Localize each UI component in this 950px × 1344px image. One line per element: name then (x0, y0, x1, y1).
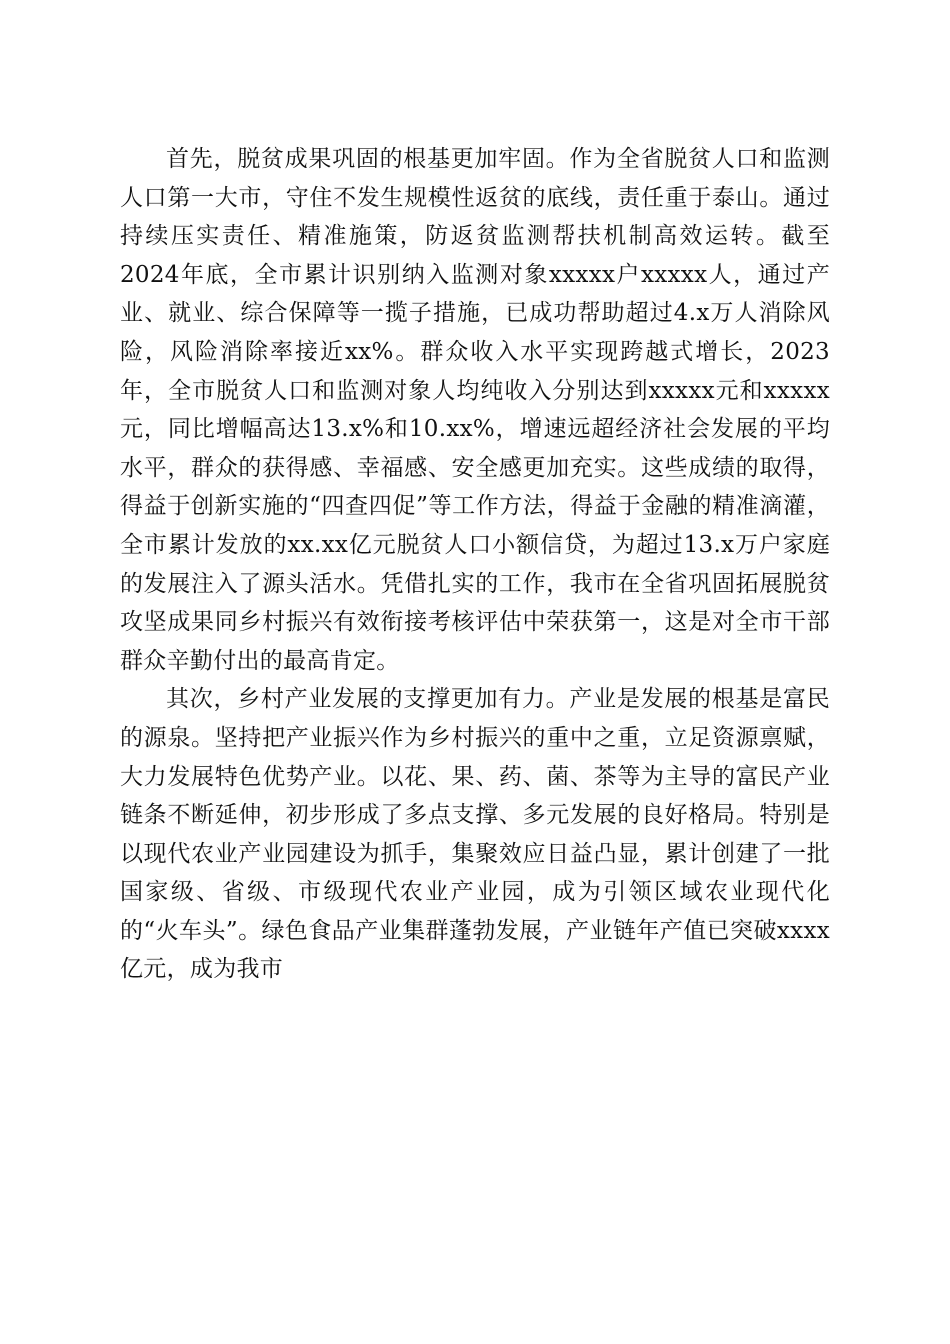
paragraph-poverty-consolidation: 首先，脱贫成果巩固的根基更加牢固。作为全省脱贫人口和监测人口第一大市，守住不发生规模性返贫的底线，责任重于泰山。通过持续压实责任、精准施策，防返贫监测帮扶机制高效运转。截至2024年底，全市累计识别纳入监测对象xxxxx户xxxxx人，通过产业、就业、综合保障等一揽子措施，已成功帮助超过4.x万人消除风险，风险消除率接近xx%。群众收入水平实现跨越式增长，2023年，全市脱贫人口和监测对象人均纯收入分别达到xxxxx元和xxxxx元，同比增幅高达13.x%和10.xx%，增速远超经济社会发展的平均水平，群众的获得感、幸福感、安全感更加充实。这些成绩的取得，得益于创新实施的“四查四促”等工作方法，得益于金融的精准滴灌，全市累计发放的xx.xx亿元脱贫人口小额信贷，为超过13.x万户家庭的发展注入了源头活水。凭借扎实的工作，我市在全省巩固拓展脱贫攻坚成果同乡村振兴有效衔接考核评估中荣获第一，这是对全市干部群众辛勤付出的最高肯定。 (120, 146, 830, 674)
document-page (120, 140, 830, 989)
paragraph-rural-industry: 其次，乡村产业发展的支撑更加有力。产业是发展的根基是富民的源泉。坚持把产业振兴作为乡村振兴的重中之重，立足资源禀赋，大力发展特色优势产业。以花、果、药、菌、茶等为主导的富民产业链条不断延伸，初步形成了多点支撑、多元发展的良好格局。特别是以现代农业产业园建设为抓手，集聚效应日益凸显，累计创建了一批国家级、省级、市级现代农业产业园，成为引领区域农业现代化的“火车头”。绿色食品产业集群蓬勃发展，产业链年产值已突破xxxx亿元，成为我市 (120, 686, 830, 983)
